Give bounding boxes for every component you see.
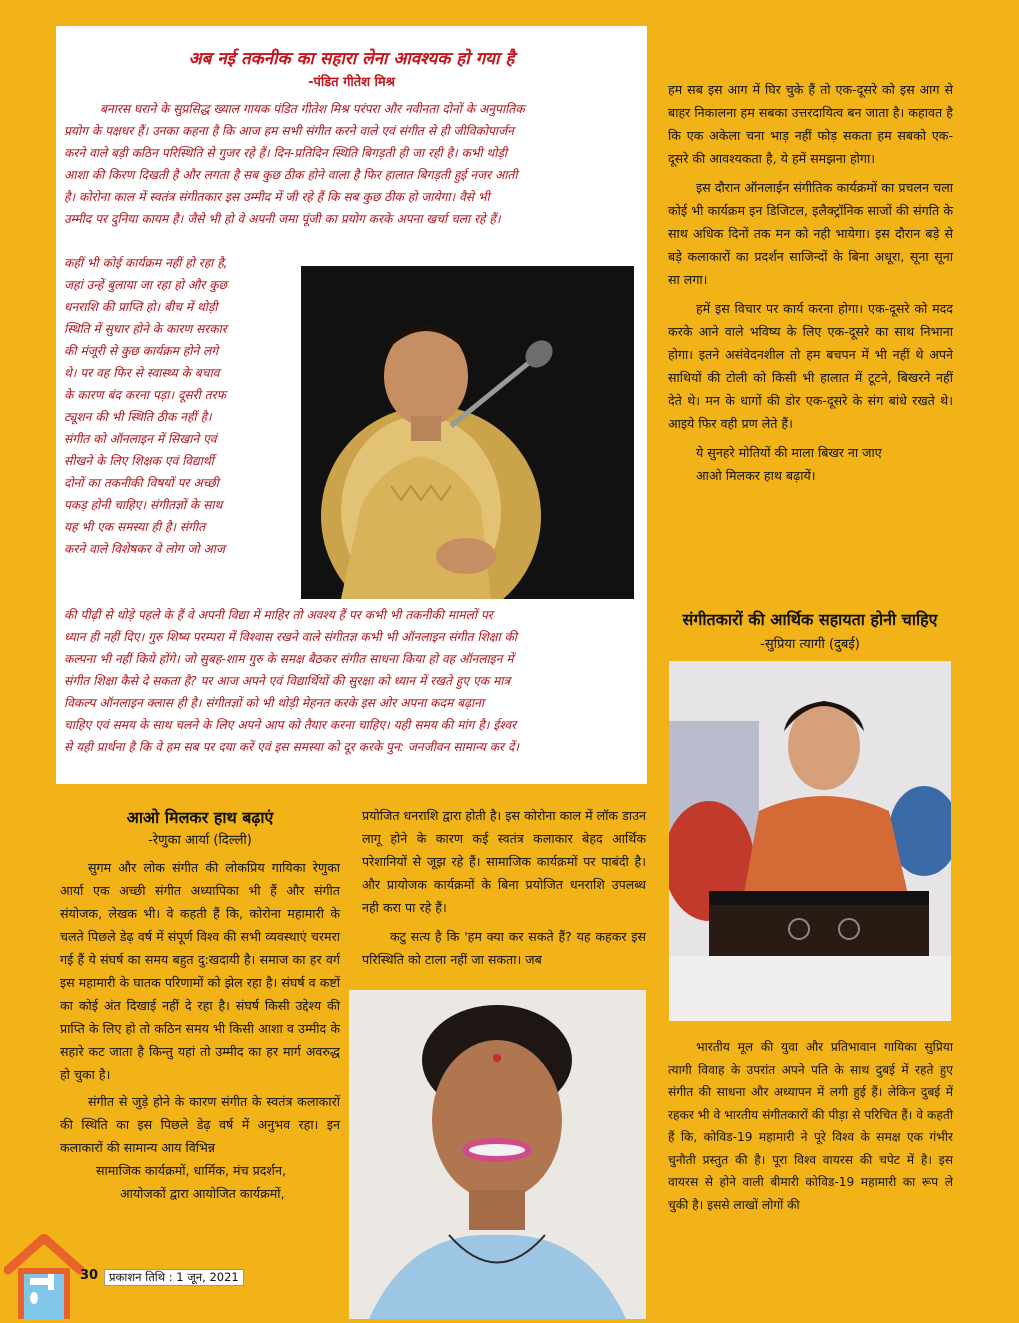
wrap-line: धनराशि की प्राप्ति हो। बीच में थोड़ी <box>64 300 218 314</box>
wrap-line: ट्यूशन की भी स्थिति ठीक नहीं है। <box>64 410 212 424</box>
closing-line: ध्यान ही नहीं दिए। गुरु शिष्य परम्परा में विश्वास रखने वाले संगीतज्ञ कभी भी ऑनलाइन संगीत शिक्षा की <box>64 630 518 644</box>
wrap-line: करने वाले विशेषकर वे लोग जो आज <box>64 542 225 556</box>
singer-photo <box>301 266 634 599</box>
body-paragraph: संगीत से जुड़े होने के कारण संगीत के स्वतंत्र कलाकारों की स्थिति का इस पिछले डेढ़ वर्ष में अनुभव रहा। इन कलाकारों की सामान्य आय विभिन्न <box>60 1094 340 1155</box>
closing-paragraph <box>64 604 639 758</box>
closing-line: विकल्प ऑनलाइन क्लास ही है। संगीतज्ञों को भी थोड़ी मेहनत करके इस ओर अपना कदम बढ़ाना <box>64 696 485 710</box>
body-paragraph: प्रयोजित धनराशि द्वारा होती है। इस कोरोना काल में लॉक डाउन लागू होने के कारण कई स्वतंत्र कलाकार बेहद आर्थिक परेशानियों से जूझ रहे हैं। सामाजिक कार्यक्रमों पर पाबंदी है। और प्रायोजक कार्यक्रमों के बिना प्रयोजित धनराशि उपलब्ध नही करा पा रहे हैं। <box>362 808 646 915</box>
section-heading-supriya: संगीतकारों की आर्थिक सहायता होनी चाहिए <box>682 610 938 629</box>
publication-date: प्रकाशन तिथि : 1 जून, 2021 <box>104 1269 244 1286</box>
body-paragraph: कटु सत्य है कि 'हम क्या कर सकते हैं? यह कहकर इस परिस्थिति को टाला नहीं जा सकता। जब <box>362 929 646 967</box>
intro-line: करने वाले बड़ी कठिन परिस्थिति से गुजर रहे हैं। दिन-प्रतिदिन स्थिति बिगड़ती ही जा रही है। कभी थोड़ी <box>64 146 508 160</box>
wrap-line: के कारण बंद करना पड़ा। दूसरी तरफ <box>64 388 227 402</box>
body-paragraph: हम सब इस आग में घिर चुके हैं तो एक-दूसरे को इस आग से बाहर निकालना हम सबका उत्तरदायित्व बन जाता है। कहावत है कि एक अकेला चना भाड़ नहीं फोड़ सकता हम सबको एक-दूसरे की आवश्यकता है, ये हमें समझना होगा। <box>668 82 953 166</box>
renuka-photo <box>349 990 646 1319</box>
intro-line: उम्मीद पर दुनिया कायम है। जैसे भी हो वे अपनी जमा पूंजी का प्रयोग करके अपना खर्चा चला रहे हैं। <box>64 212 501 226</box>
wrap-line: जहां उन्हें बुलाया जा रहा हो और कुछ <box>64 278 227 292</box>
wrap-line: सीखने के लिए शिक्षक एवं विद्यार्थी <box>64 454 214 468</box>
intro-line: है। कोरोना काल में स्वतंत्र संगीतकार इस उम्मीद में जी रहे हैं कि सब कुछ ठीक हो जायेगा। वैसे भी <box>64 190 490 204</box>
body-line: आयोजकों द्वारा आयोजित कार्यक्रमों, <box>120 1186 285 1201</box>
supriya-text <box>668 1036 953 1216</box>
intro-line: प्रयोग के पक्षधर हैं। उनका कहना है कि आज हम सभी संगीत करने वाले एवं संगीत से ही जीविकोपार्जन <box>64 124 514 138</box>
renuka-text <box>60 856 340 1205</box>
wrap-line: संगीत को ऑनलाइन में सिखाने एवं <box>64 432 217 446</box>
wrap-line: दोनों का तकनीकी विषयों पर अच्छी <box>64 476 219 490</box>
intro-paragraph <box>64 98 639 230</box>
body-line: सामाजिक कार्यक्रमों, धार्मिक, मंच प्रदर्शन, <box>96 1163 286 1178</box>
right-column-text <box>668 78 953 487</box>
poem-line: आओ मिलकर हाथ बढ़ायें। <box>696 468 816 483</box>
closing-line: की पीढ़ी से थोड़े पहले के हैं वे अपनी विद्या में माहिर तो अवश्य हैं पर कभी भी तकनीकी मामलों पर <box>64 608 493 622</box>
closing-line: कल्पना भी नहीं किये होंगे। जो सुबह-शाम गुरु के समक्ष बैठकर संगीत साधना किया हो वह ऑनलाइन में <box>64 652 514 666</box>
closing-line: चाहिए एवं समय के साथ चलने के लिए अपने आप को तैयार करना चाहिए। यही समय की मांग है। ईश्वर <box>64 718 517 732</box>
byline-renuka: -रेणुका आर्या (दिल्ली) <box>148 833 252 848</box>
byline-supriya: -सुप्रिया त्यागी (दुबई) <box>760 637 860 652</box>
middle-column-text <box>362 804 646 971</box>
closing-line: से यही प्रार्थना है कि वे हम सब पर दया करें एवं इस समस्या को दूर करके पुन: जनजीवन सामान्य कर दें। <box>64 740 519 754</box>
section-heading-renuka: आओ मिलकर हाथ बढ़ाएं <box>126 808 274 827</box>
wrap-line: थे। पर वह फिर से स्वास्थ्य के बचाव <box>64 366 220 380</box>
body-paragraph: इस दौरान ऑनलाईन संगीतिक कार्यक्रमों का प्रचलन चला कोई भी कार्यक्रम इन डिजिटल, इलैक्ट्रॉनिक साजों की संगति के साथ अधिक दिनों तक मन को नही भायेगा। इस दौरान बड़े से बड़े कलाकारों का प्रदर्शन साजिन्दों के बिना अधूरा, सूना सूना सा लगा। <box>668 180 953 287</box>
wrap-line: की मंजूरी से कुछ कार्यक्रम होने लगे <box>64 344 219 358</box>
wrap-line: यह भी एक समस्या ही है। संगीत <box>64 520 206 534</box>
body-paragraph: हमें इस विचार पर कार्य करना होगा। एक-दूसरे को मदद करके आने वाले भविष्य के लिए एक-दूसरे का साथ निभाना होगा। इतने असंवेदनशील तो हम बचपन में भी नहीं थे अपने साथियों की टोली को किसी भी हालात में टूटने, बिखरने नहीं देते थे। मन के धागों की डोर एक-दूसरे के संग बांधे रखते थे। आइये फिर वही प्रण लेते हैं। <box>668 301 953 431</box>
body-paragraph: सुगम और लोक संगीत की लोकप्रिय गायिका रेणुका आर्या एक अच्छी संगीत अध्यापिका भी हैं और संगीत संयोजक, लेखक भी। वे कहती हैं कि, कोरोना महामारी के चलते पिछले डेढ़ वर्ष में संपूर्ण विश्व की सभी व्यवस्थाएं चरमरा गई हैं ये संघर्ष का समय बहुत दु:खदायी है। समाज का हर वर्ग इस महामारी के घातक परिणामों को झेल रहा है। संघर्ष व कष्टों का कोई अंत दिखाई नहीं दे रहा है। संघर्ष किसी उद्देश्य की प्राप्ति के लिए हो तो कठिन समय भी किसी आशा व उम्मीद के सहारे कट जाता है किन्तु यहां तो उम्मीद का हर मार्ग अवरुद्ध हो चुका है। <box>60 860 340 1082</box>
supriya-photo <box>669 661 951 1021</box>
wrap-line: कहीं भी कोई कार्यक्रम नहीं हो रहा है, <box>64 256 228 270</box>
article-title: अब नई तकनीक का सहारा लेना आवश्यक हो गया है <box>188 49 515 69</box>
wrap-line: स्थिति में सुधार होने के कारण सरकार <box>64 322 227 336</box>
interview-box <box>56 26 647 784</box>
intro-line: बनारस घराने के सुप्रसिद्ध ख्याल गायक पंडित गीतेश मिश्र परंपरा और नवीनता दोनों के अनुपातिक <box>100 102 525 116</box>
article-author: -पंडित गीतेश मिश्र <box>308 75 395 90</box>
page-number: 30 <box>80 1268 99 1283</box>
wrap-paragraph <box>64 252 294 560</box>
poem-line: ये सुनहरे मोतियों की माला बिखर ना जाए <box>696 445 882 460</box>
wrap-line: पकड़ होनी चाहिए। संगीतज्ञों के साथ <box>64 498 223 512</box>
body-paragraph: भारतीय मूल की युवा और प्रतिभावान गायिका सुप्रिया त्यागी विवाह के उपरांत अपने पति के साथ दुबई में रहते हुए संगीत की साधना और अध्यापन में लगी हुई हैं। लेकिन दुबई में रहकर भी वे भारतीय संगीतकारों की पीड़ा से परिचित हैं। वे कहती हैं कि, कोविड-19 महामारी ने पूरे विश्व के समक्ष एक गंभीर चुनौती प्रस्तुत की है। पूरा विश्व वायरस की चपेट में है। इस वायरस से होने वाली बीमारी कोविड-19 महामारी का रूप ले चुकी है। इससे लाखों लोगों की <box>668 1040 953 1212</box>
house-tap-icon <box>4 1234 84 1319</box>
closing-line: संगीत शिक्षा कैसे दे सकता है? पर आज अपने एवं विद्यार्थियों की सुरक्षा को ध्यान में रखते हुए एक मात्र <box>64 674 511 688</box>
intro-line: आशा की किरण दिखती है और लगता है सब कुछ ठीक होने वाला है फिर हालात बिगड़ती हुई नजर आती <box>64 168 518 182</box>
